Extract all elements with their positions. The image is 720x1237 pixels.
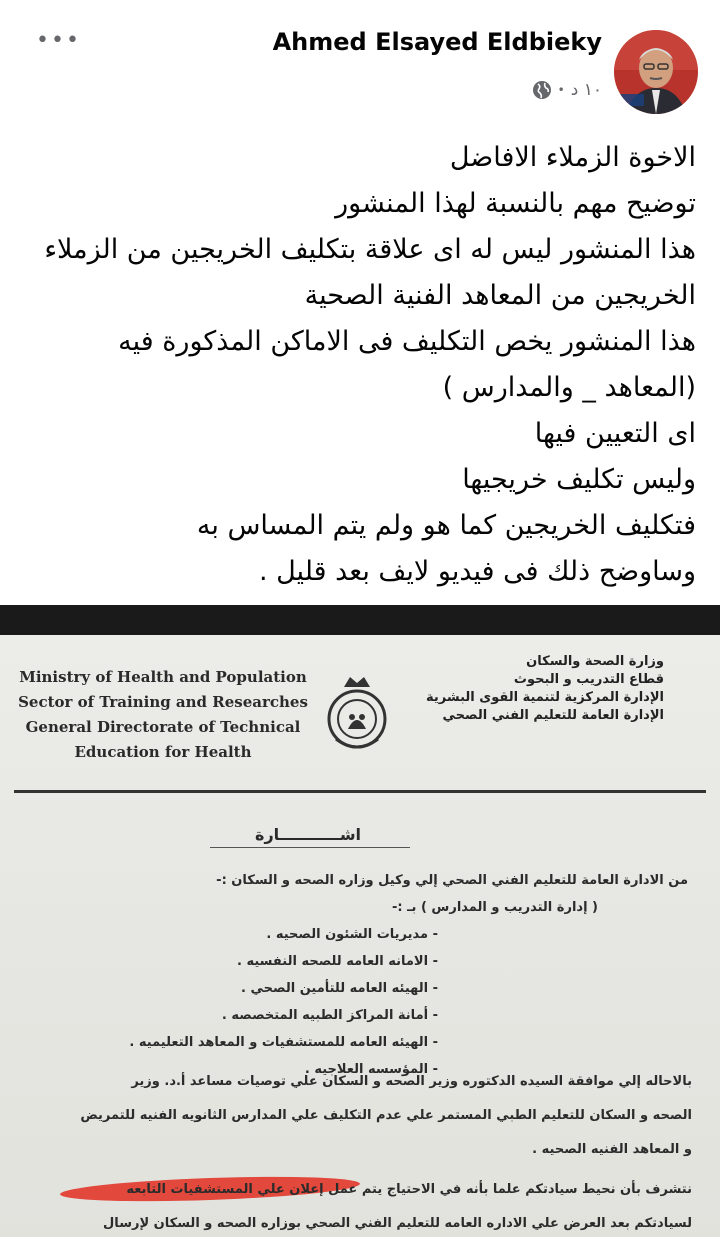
post-line: وساوضح ذلك فى فيديو لايف بعد قليل .: [258, 556, 696, 587]
meta-separator: •: [557, 83, 565, 97]
recipient-item: - المؤسسه العلاجيه .: [304, 1062, 438, 1077]
recipient-item: - أمانة المراكز الطبيه المتخصصه .: [221, 1008, 438, 1023]
memo-paragraph-1: [32, 1065, 692, 1167]
attached-document-image[interactable]: [0, 605, 720, 1237]
letterhead-line: الإدارة المركزية لتنمية القوى البشرية: [426, 690, 664, 705]
author-avatar[interactable]: [614, 30, 698, 114]
letterhead-line: قطاع التدريب و البحوث: [513, 672, 664, 687]
author-name[interactable]: Ahmed Elsayed Eldbieky: [272, 28, 602, 56]
post-line: (المعاهد _ والمدارس ): [442, 372, 696, 403]
letterhead-line: Education for Health: [74, 743, 252, 761]
recipient-item: - الامانه العامه للصحه النفسيه .: [237, 954, 438, 969]
post-line: هذا المنشور ليس له اى علاقة بتكليف الخريجين من الزملاء: [44, 234, 696, 265]
post-line: هذا المنشور يخص التكليف فى الاماكن المذكورة فيه: [118, 326, 696, 357]
post-line: اى التعيين فيها: [534, 418, 696, 449]
globe-icon: [532, 80, 552, 100]
letterhead-line: الإدارة العامة للتعليم الفني الصحي: [442, 708, 664, 723]
memo-title-underline: [210, 847, 410, 848]
letterhead-line: وزارة الصحة والسكان: [526, 654, 664, 669]
english-letterhead: [18, 665, 308, 765]
post-line: فتكليف الخريجين كما هو ولم يتم المساس به: [196, 510, 696, 541]
recipient-item: - الهيئه العامه للمستشفيات و المعاهد التعليميه .: [129, 1035, 438, 1050]
post-line: الاخوة الزملاء الافاضل: [449, 142, 696, 173]
letterhead-line: General Directorate of Technical: [25, 718, 301, 736]
post-line: الخريجين من المعاهد الفنية الصحية: [304, 280, 696, 311]
post-body: [16, 135, 696, 595]
post-header: [0, 0, 720, 125]
post-time[interactable]: ١٠ د: [570, 80, 602, 100]
cc-line: ( إدارة التدريب و المدارس ) بـ :-: [391, 900, 598, 915]
document-top-border: [0, 605, 720, 635]
memo-title: اشـــــــــــارة: [255, 825, 362, 844]
paragraph-line: لسيادتكم بعد العرض علي الاداره العامه للتعليم الفني الصحي بوزاره الصحه و السكان لإرسال: [103, 1216, 692, 1231]
post-line: توضيح مهم بالنسبة لهذا المنشور: [335, 188, 696, 219]
post-meta: [532, 80, 602, 100]
letterhead-line: Ministry of Health and Population: [19, 668, 307, 686]
avatar-photo: [614, 30, 698, 114]
post-line: وليس تكليف خريجيها: [462, 464, 696, 495]
from-line: من الادارة العامة للتعليم الفني الصحي إلي وكيل وزاره الصحه و السكان :-: [216, 873, 688, 888]
paragraph-line: نتشرف بأن نحيط سيادتكم علما بأنه في الاحتياج يتم عمل إعلان علي المستشفيات التابعه: [126, 1182, 692, 1197]
more-options-icon[interactable]: •••: [36, 28, 81, 53]
ministry-logo-icon: [322, 673, 392, 753]
document-paper: [0, 635, 720, 1237]
recipient-item: - الهيئه العامه للتأمين الصحي .: [241, 981, 438, 996]
memo-addressees: [28, 867, 688, 1083]
paragraph-line: الصحه و السكان للتعليم الطبي المستمر علي عدم التكليف علي المدارس الثانويه الفنيه للتمريض: [80, 1108, 692, 1123]
letterhead-line: Sector of Training and Researches: [18, 693, 308, 711]
paragraph-line: و المعاهد الفنيه الصحيه .: [532, 1142, 692, 1157]
paragraph-line: بالاحاله إلي موافقة السيده الدكتوره وزير الصحه و السكان علي توصيات مساعد أ.د. وزير: [131, 1074, 692, 1089]
arabic-letterhead: [394, 653, 664, 725]
memo-paragraph-2: [32, 1173, 692, 1237]
header-divider: [14, 790, 706, 793]
recipient-item: - مديريات الشئون الصحيه .: [266, 927, 438, 942]
